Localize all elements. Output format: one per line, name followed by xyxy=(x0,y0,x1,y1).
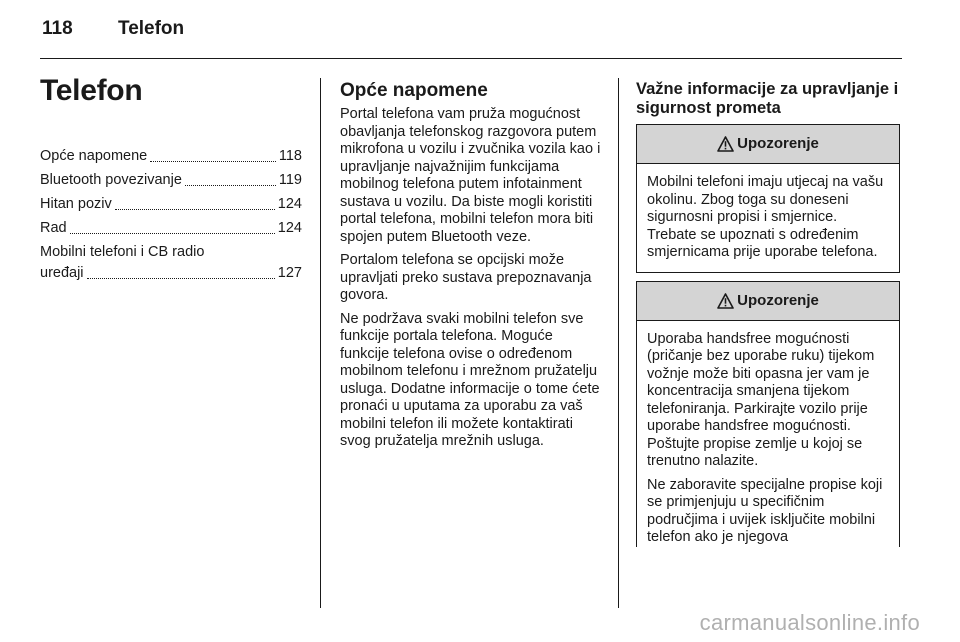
warning-title: Upozorenje xyxy=(737,135,819,153)
safety-column xyxy=(636,80,900,555)
warning-box xyxy=(636,281,900,547)
toc-column xyxy=(40,74,302,287)
warning-title: Upozorenje xyxy=(737,291,819,309)
header-rule xyxy=(40,58,902,59)
warning-triangle-icon xyxy=(717,136,734,152)
paragraph: Ne podržava svaki mobilni telefon sve funkcije portala telefona. Moguće funkcije telefona ovise o određenom mobilnom telefonu i mrežnom pružatelju usluga. Dodatne informacije o tome ćete pronaći u uputama za uporabu za vaš mobilni telefon ili možete kontaktirati svog pružatelja mrežnih usluga. xyxy=(340,310,600,449)
page-number: 118 xyxy=(42,18,73,39)
column-divider-1 xyxy=(320,78,321,608)
paragraph: Ne zaboravite specijalne propise koji se primjenjuju u specifičnim područjima i uvijek isključite mobilni telefon ako je njegova xyxy=(647,476,883,545)
warning-body xyxy=(637,321,899,547)
general-column xyxy=(340,80,602,457)
toc-entry[interactable]: Opće napomene 118 xyxy=(40,148,302,164)
toc-list xyxy=(40,146,302,284)
paragraph: Portal telefona vam pruža mogućnost obavljanja telefonskog razgovora putem mikrofona u vozilu i zvučnika vozila kao i upravljanje najvažnijim funkcijama mobilnog telefona putem infotainment sustava u vozilu. Da biste mogli koristiti portal telefona, mobilni telefon mora biti spojen putem Bluetooth veze. xyxy=(340,106,601,245)
toc-entry[interactable]: Rad 124 xyxy=(40,220,302,236)
toc-entry[interactable]: Hitan poziv 124 xyxy=(40,196,302,212)
paragraph: Mobilni telefoni imaju utjecaj na vašu okolinu. Zbog toga su doneseni sigurnosni propisi i smjernice. Trebate se upoznati s određenim smjernicama prije uporabe telefona. xyxy=(647,174,884,260)
general-heading: Opće napomene xyxy=(340,80,488,101)
warning-box xyxy=(636,124,900,273)
paragraph: Portalom telefona se opcijski može upravljati preko sustava prepoznavanja govora. xyxy=(340,252,592,303)
warning-header xyxy=(637,282,899,321)
warning-triangle-icon xyxy=(717,293,734,309)
toc-entry[interactable]: Bluetooth povezivanje 119 xyxy=(40,172,302,188)
paragraph: Uporaba handsfree mogućnosti (pričanje bez uporabe ruku) tijekom vožnje može biti opasna jer vam je koncentracija smanjena tijekom telefoniranja. Parkirajte vozilo prije uporabe handsfree mogućnosti. Poštujte propise zemlje u kojoj se trenutno nalazite. xyxy=(647,330,875,469)
toc-entry[interactable]: Mobilni telefoni i CB radio uređaji 127 xyxy=(40,244,302,281)
safety-heading: Važne informacije za upravljanje i sigurnost prometa xyxy=(636,80,899,117)
chapter-title: Telefon xyxy=(40,74,143,107)
warning-body xyxy=(637,164,899,272)
section-title: Telefon xyxy=(118,18,185,39)
column-divider-2 xyxy=(618,78,619,608)
warning-header xyxy=(637,125,899,164)
watermark: carmanualsonline.info xyxy=(699,610,920,635)
